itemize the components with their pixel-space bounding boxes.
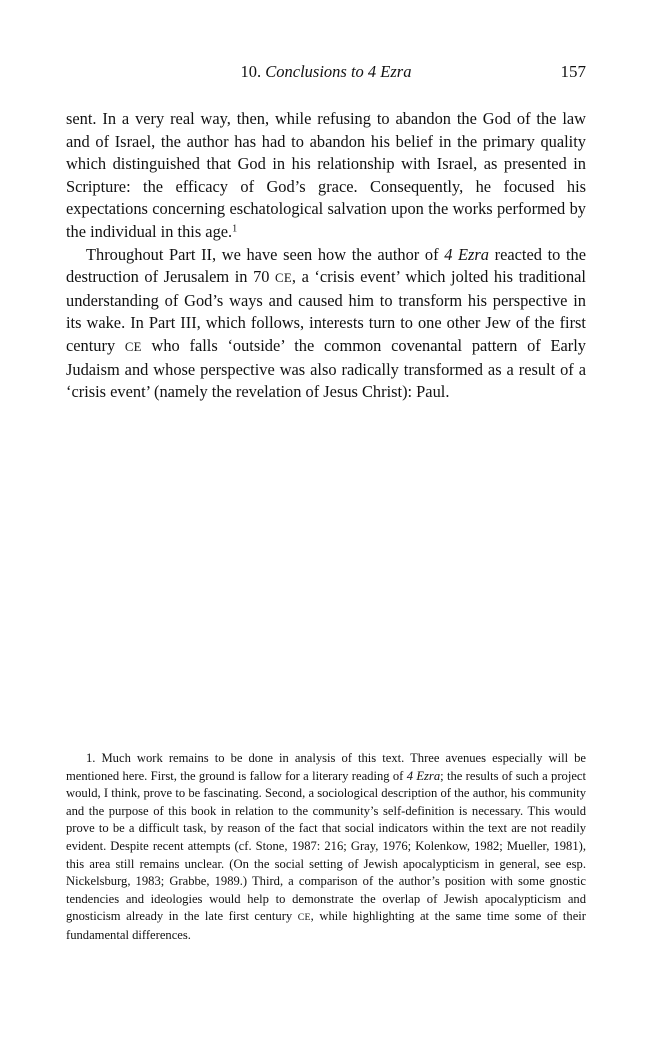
- paragraph-2: [66, 244, 586, 404]
- footnote-paragraph: [66, 750, 586, 945]
- footnote-part-c: , while highlighting at the same time some of their fundamental differences.: [66, 909, 586, 942]
- chapter-title: [66, 62, 586, 82]
- book-title-4-ezra: 4 Ezra: [444, 244, 489, 264]
- chapter-number: 10.: [240, 62, 262, 81]
- running-head: [66, 62, 586, 84]
- era-ce: CE: [124, 339, 142, 354]
- paragraph-2-part-b: reacted to the destruction of Jerusalem in 70: [66, 244, 587, 287]
- footnote-part-a: 1. Much work remains to be done in analysis of this text. Three avenues especially will be mentioned here. First, the ground is fallow for a literary reading of: [66, 751, 586, 783]
- body-text: [66, 108, 586, 404]
- footnote-1: [66, 750, 586, 945]
- page-number: 157: [560, 62, 586, 81]
- paragraph-2-part-d: who falls ‘outside’ the common covenantal pattern of Early Judaism and whose perspective was also radically transformed as a result of a ‘crisis event’ (namely the revelation of Jesus Christ): Paul.: [66, 335, 587, 402]
- paragraph-1: [66, 108, 586, 244]
- era-ce: CE: [275, 271, 292, 286]
- era-ce: CE: [297, 912, 311, 924]
- book-title-4-ezra: 4 Ezra: [406, 768, 441, 783]
- paragraph-2-part-a: Throughout Part II, we have seen how the author of: [86, 244, 445, 264]
- footnote-part-b: ; the results of such a project would, I think, prove to be fascinating. Second, a sociological description of the author, his community and the purpose of this book in relation to the community’s self-definition is necessary. This would prove to be a difficult task, by reason of the fact that social indicators within the text are not readily evident. Despite recent attempts (cf. Stone, 1987: 216; Gray, 1976; Kolenkow, 1982; Mueller, 1981), this area still remains unclear. (On the social setting of Jewish apocalypticism in general, see esp. Nickelsburg, 1983; Grabbe, 1989.) Third, a comparison of the author’s position with some gnostic tendencies and ideologies would help to demonstrate the overlap of Jewish apocalypticism and gnosticism already in the late first century: [66, 768, 586, 924]
- paragraph-2-part-c: , a ‘crisis event’ which jolted his traditional understanding of God’s ways and caused him to transform his perspective in its wake. In Part III, which follows, interests turn to one other Jew of the first century: [66, 267, 586, 355]
- paragraph-1-text: sent. In a very real way, then, while refusing to abandon the God of the law and of Israel, the author has had to abandon his belief in the primary quality which distinguished that God in his relationship with Israel, as presented in Scripture: the efficacy of God’s grace. Consequently, he focused his expectations concerning eschatological salvation upon the works performed by the individual in this age.: [66, 109, 586, 241]
- chapter-title-text: Conclusions to 4 Ezra: [265, 62, 412, 81]
- footnote-ref-1: 1: [232, 223, 238, 235]
